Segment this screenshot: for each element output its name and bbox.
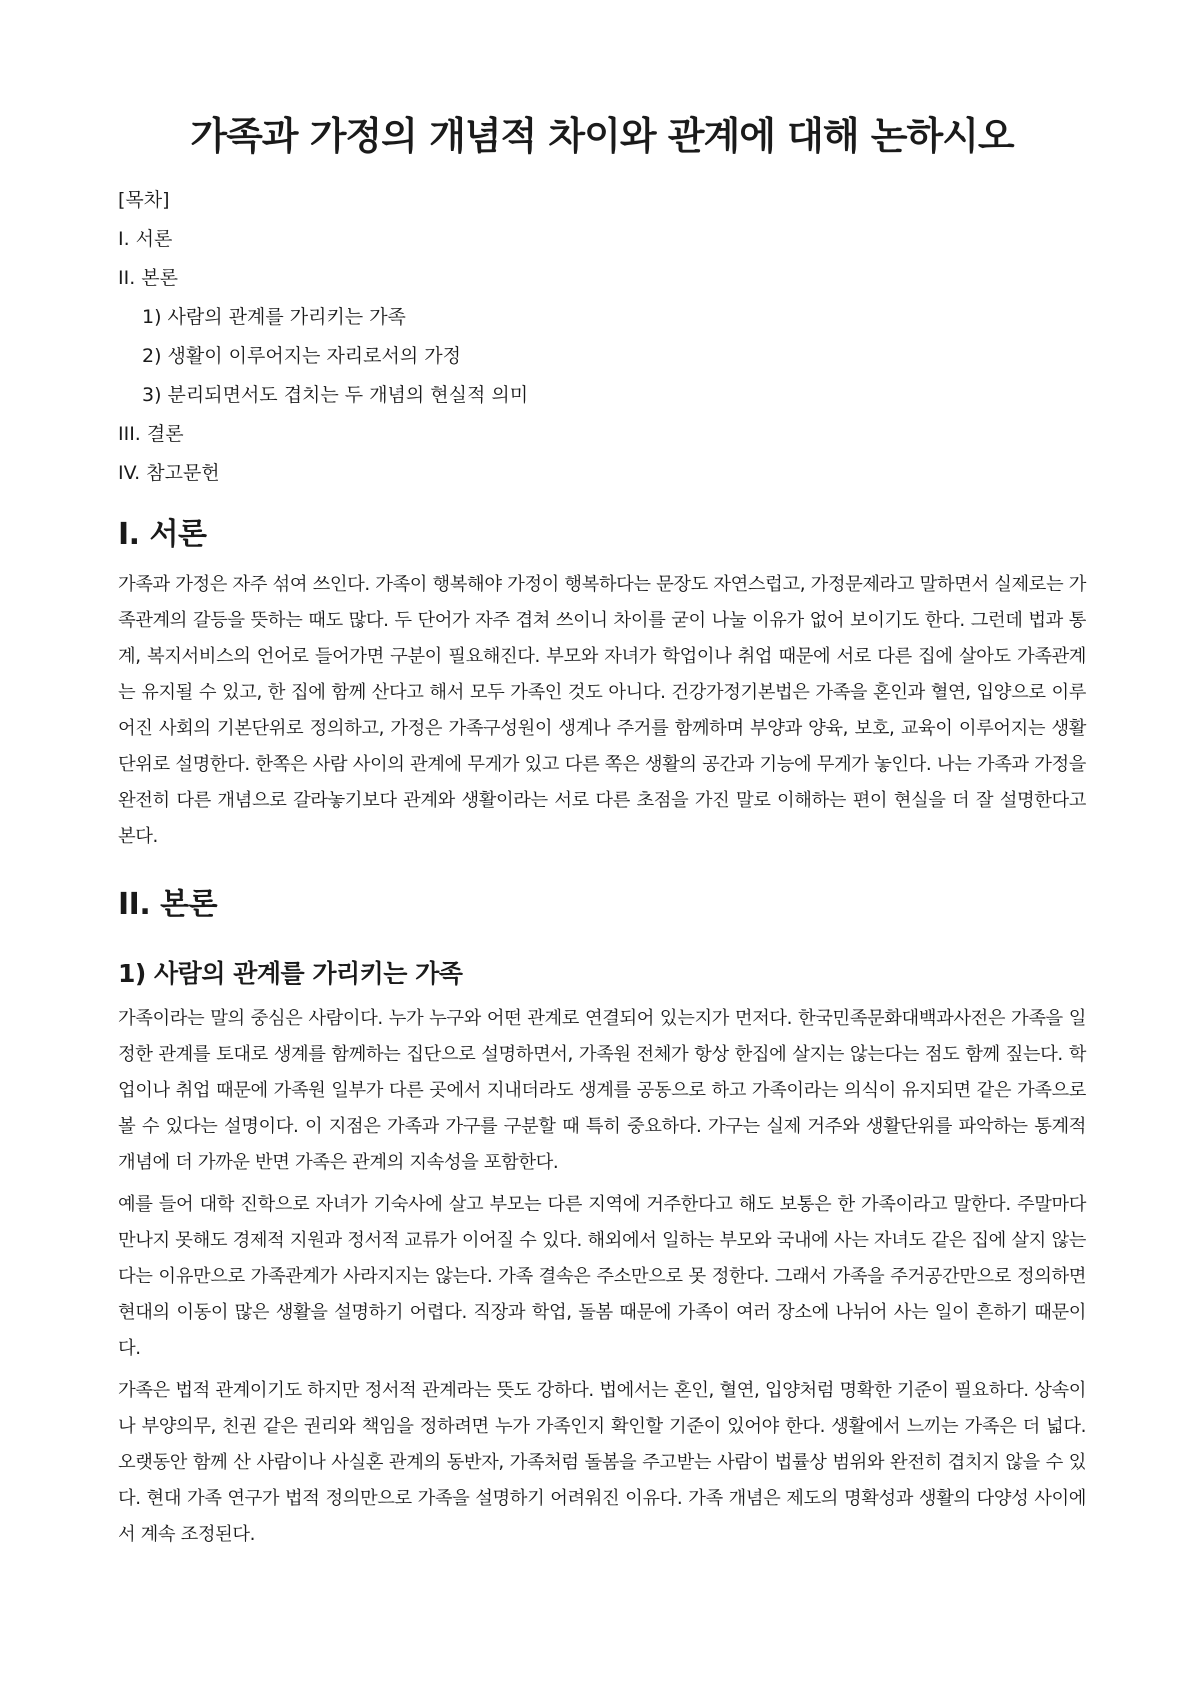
toc-subitem: 3) 분리되면서도 겹치는 두 개념의 현실적 의미 [142,384,529,406]
toc-heading: [목차] [118,189,170,211]
toc-item: I. 서론 [118,228,173,250]
toc-item: IV. 참고문헌 [118,462,220,484]
body-paragraph: 가족이라는 말의 중심은 사람이다. 누가 누구와 어떤 관계로 연결되어 있는지가 먼저다. 한국민족문화대백과사전은 가족을 일정한 관계를 토대로 생계를 함께하는 집단으로 설명하면서, 가족원 전체가 항상 한집에 살지는 않는다는 점도 함께 짚는다. 학업이나 취업 때문에 가족원 일부가 다른 곳에서 지내더라도 생계를 공동으로 하고 가족이라는 의식이 유지되면 같은 가족으로 볼 수 있다는 설명이다. 이 지점은 가족과 가구를 구분할 때 특히 중요하다. 가구는 실제 거주와 생활단위를 파악하는 통계적 개념에 더 가까운 반면 가족은 관계의 지속성을 포함한다. [118,1008,1086,1173]
toc-item: III. 결론 [118,423,184,445]
body-paragraph: 가족은 법적 관계이기도 하지만 정서적 관계라는 뜻도 강하다. 법에서는 혼인, 혈연, 입양처럼 명확한 기준이 필요하다. 상속이나 부양의무, 친권 같은 권리와 책임을 정하려면 누가 가족인지 확인할 기준이 있어야 한다. 생활에서 느끼는 가족은 더 넓다. 오랫동안 함께 산 사람이나 사실혼 관계의 동반자, 가족처럼 돌봄을 주고받는 사람이 법률상 범위와 완전히 겹치지 않을 수 있다. 현대 가족 연구가 법적 정의만으로 가족을 설명하기 어려워진 이유다. 가족 개념은 제도의 명확성과 생활의 다양성 사이에서 계속 조정된다. [118,1380,1086,1545]
subsection-heading-family-relations: 1) 사람의 관계를 가리키는 가족 [118,959,463,988]
introduction-paragraph: 가족과 가정은 자주 섞여 쓰인다. 가족이 행복해야 가정이 행복하다는 문장도 자연스럽고, 가정문제라고 말하면서 실제로는 가족관계의 갈등을 뜻하는 때도 많다. 두 단어가 자주 겹쳐 쓰이니 차이를 굳이 나눌 이유가 없어 보이기도 한다. 그런데 법과 통계, 복지서비스의 언어로 들어가면 구분이 필요해진다. 부모와 자녀가 학업이나 취업 때문에 서로 다른 집에 살아도 가족관계는 유지될 수 있고, 한 집에 함께 산다고 해서 모두 가족인 것도 아니다. 건강가정기본법은 가족을 혼인과 혈연, 입양으로 이루어진 사회의 기본단위로 정의하고, 가정은 가족구성원이 생계나 주거를 함께하며 부양과 양육, 보호, 교육이 이루어지는 생활단위로 설명한다. 한쪽은 사람 사이의 관계에 무게가 있고 다른 쪽은 생활의 공간과 기능에 무게가 놓인다. 나는 가족과 가정을 완전히 다른 개념으로 갈라놓기보다 관계와 생활이라는 서로 다른 초점을 가진 말로 이해하는 편이 현실을 더 잘 설명한다고 본다. [118,574,1086,847]
body-paragraph: 예를 들어 대학 진학으로 자녀가 기숙사에 살고 부모는 다른 지역에 거주한다고 해도 보통은 한 가족이라고 말한다. 주말마다 만나지 못해도 경제적 지원과 정서적 교류가 이어질 수 있다. 해외에서 일하는 부모와 국내에 사는 자녀도 같은 집에 살지 않는다는 이유만으로 가족관계가 사라지지는 않는다. 가족 결속은 주소만으로 못 정한다. 그래서 가족을 주거공간만으로 정의하면 현대의 이동이 많은 생활을 설명하기 어렵다. 직장과 학업, 돌봄 때문에 가족이 여러 장소에 나뉘어 사는 일이 흔하기 때문이다. [118,1194,1086,1359]
toc-subitem: 2) 생활이 이루어지는 자리로서의 가정 [142,345,461,367]
toc-item: II. 본론 [118,267,178,289]
table-of-contents [118,188,1086,485]
document-page [118,110,1086,1559]
document-title: 가족과 가정의 개념적 차이와 관계에 대해 논하시오 [190,114,1014,158]
toc-subitem: 1) 사람의 관계를 가리키는 가족 [142,306,406,328]
section-heading-body: II. 본론 [118,887,218,922]
section-heading-introduction: I. 서론 [118,517,207,552]
